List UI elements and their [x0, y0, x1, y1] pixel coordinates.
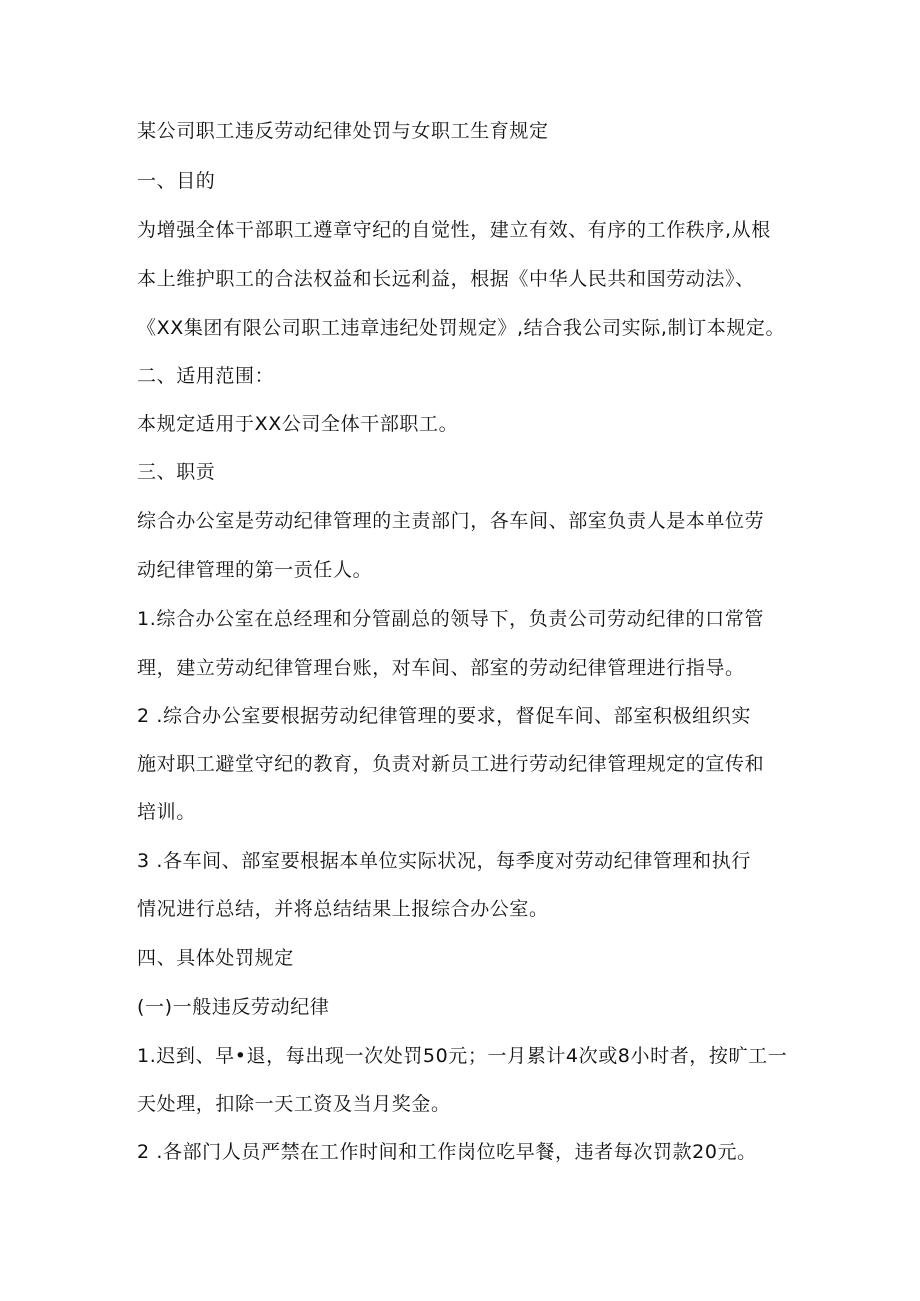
text-line: 1.综合办公室在总经理和分管副总的领导下，负责公司劳动纪律的口常管: [137, 608, 764, 630]
text-line: 1.迟到、早•退，每出现一次处罚50元；一月累计4次或8小时者，按旷工一: [137, 1045, 788, 1067]
text-line: 综合办公室是劳动纪律管理的主责部门，各车间、部室负责人是本单位劳: [137, 510, 765, 532]
document-title: 某公司职工违反劳动纪律处罚与女职工生育规定: [137, 120, 549, 142]
text-line: 情况进行总结，并将总结结果上报综合办公室。: [137, 898, 549, 920]
text-line: 动纪律管理的第一贡任人。: [137, 559, 373, 581]
text-line: 为增强全体干部职工遵章守纪的自觉性，建立有效、有序的工作秩序,从根: [137, 219, 771, 241]
text-line: 2 .各部门人员严禁在工作时间和工作岗位吃早餐，违者每次罚款20元。: [137, 1141, 757, 1163]
text-line: 天处理，扣除一天工资及当月奖金。: [137, 1093, 451, 1115]
section-heading: 一、目的: [137, 170, 216, 192]
section-heading: 三、职贡: [137, 461, 216, 483]
text-line: 《XX集团有限公司职工违章违纪处罚规定》,结合我公司实际,制订本规定。: [137, 317, 786, 339]
subsection-heading: (一)一般违反劳动纪律: [137, 996, 330, 1018]
text-line: 理，建立劳动纪律管理台账，对车间、部室的劳动纪律管理进行指导。: [137, 657, 745, 679]
text-line: 本规定适用于XX公司全体干部职工。: [137, 413, 459, 435]
text-line: 3 .各车间、部室要根据本单位实际状况，每季度对劳动纪律管理和执行: [137, 850, 751, 872]
text-line: 培训。: [137, 801, 196, 823]
text-line: 本上维护职工的合法权益和长远利益，根据《中华人民共和国劳动法》、: [137, 268, 755, 290]
text-line: 施对职工避堂守纪的教育，负责对新员工进行劳动纪律管理规定的宣传和: [137, 753, 765, 775]
section-heading: 二、适用范围：: [137, 365, 275, 387]
text-line: 2 .综合办公室要根据劳动纪律管理的要求，督促车间、部室积极组织实: [137, 705, 751, 727]
section-heading: 四、具体处罚规定: [137, 947, 294, 969]
